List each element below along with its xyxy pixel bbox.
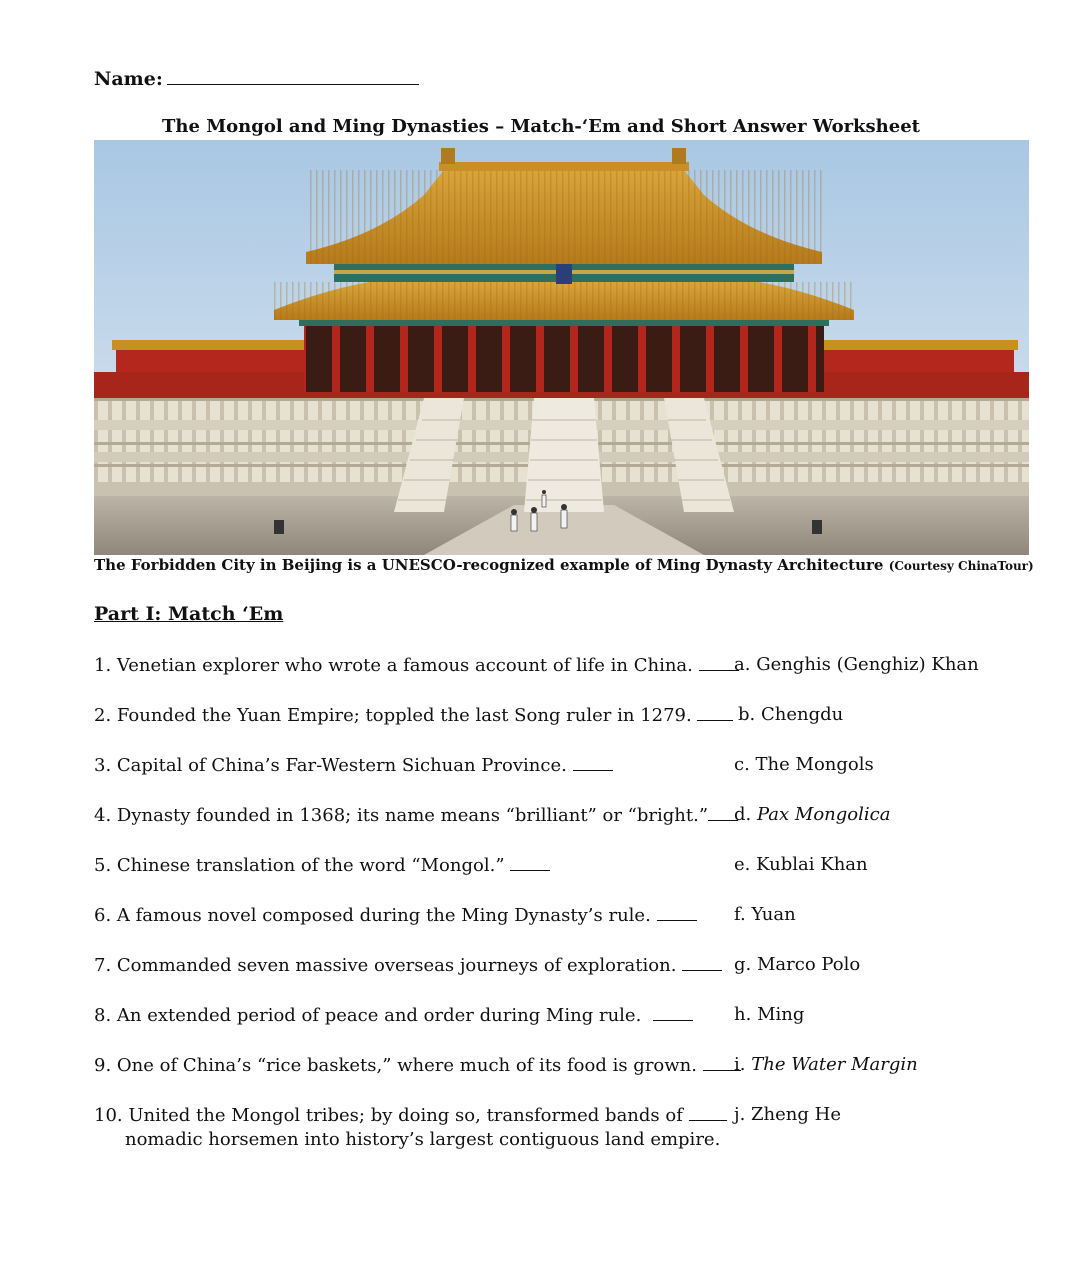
answer-blank-1[interactable] — [699, 654, 739, 671]
option-d-text: Pax Mongolica — [756, 804, 891, 825]
question-10 — [94, 1104, 727, 1126]
answer-blank-7[interactable] — [682, 954, 722, 971]
option-i-letter: i. — [734, 1054, 746, 1075]
option-d — [734, 804, 890, 825]
question-4-text: 4. Dynasty founded in 1368; its name means “brilliant” or “bright.” — [94, 805, 709, 826]
question-2 — [94, 704, 733, 726]
part1-heading: Part I: Match ‘Em — [94, 603, 284, 625]
name-field[interactable] — [94, 66, 419, 90]
option-j-letter: j. — [734, 1104, 746, 1125]
option-c-text: The Mongols — [755, 754, 874, 775]
option-e — [734, 854, 868, 875]
option-e-text: Kublai Khan — [756, 854, 868, 875]
option-h — [734, 1004, 804, 1025]
worksheet-title: The Mongol and Ming Dynasties – Match-‘Em and Short Answer Worksheet — [162, 116, 920, 137]
option-b-text: Chengdu — [760, 704, 844, 725]
question-9-text: 9. One of China’s “rice baskets,” where much of its food is grown. — [94, 1055, 697, 1076]
option-b — [738, 704, 843, 725]
option-c-letter: c. — [734, 754, 750, 775]
question-5 — [94, 854, 550, 876]
question-5-text: 5. Chinese translation of the word “Mongol.” — [94, 855, 505, 876]
caption-text: The Forbidden City in Beijing is a UNESCO-recognized example of Ming Dynasty Architecture — [94, 556, 884, 574]
name-label: Name: — [94, 68, 163, 90]
option-f-text: Yuan — [751, 904, 796, 925]
name-blank-line[interactable] — [167, 66, 419, 85]
question-10-continuation: nomadic horsemen into history’s largest contiguous land empire. — [125, 1129, 721, 1150]
question-10-text: 10. United the Mongol tribes; by doing so, transformed bands of — [94, 1105, 683, 1126]
question-3-text: 3. Capital of China’s Far-Western Sichuan Province. — [94, 755, 567, 776]
option-i — [734, 1054, 918, 1075]
question-8-text: 8. An extended period of peace and order during Ming rule. — [94, 1005, 642, 1026]
answer-blank-5[interactable] — [510, 854, 550, 871]
photo-caption — [94, 556, 1034, 574]
question-1-text: 1. Venetian explorer who wrote a famous account of life in China. — [94, 655, 693, 676]
option-b-letter: b. — [738, 704, 756, 725]
question-1 — [94, 654, 739, 676]
option-h-text: Ming — [757, 1004, 805, 1025]
question-4 — [94, 804, 738, 826]
option-a-text: Genghis (Genghiz) Khan — [756, 654, 979, 675]
option-i-text: The Water Margin — [751, 1054, 918, 1075]
option-e-letter: e. — [734, 854, 751, 875]
question-2-text: 2. Founded the Yuan Empire; toppled the last Song ruler in 1279. — [94, 705, 692, 726]
question-6 — [94, 904, 697, 926]
question-7 — [94, 954, 722, 976]
option-c — [734, 754, 874, 775]
question-9 — [94, 1054, 741, 1076]
caption-credit: (Courtesy ChinaTour) — [888, 559, 1034, 573]
answer-blank-8[interactable] — [653, 1004, 693, 1021]
option-g-text: Marco Polo — [756, 954, 861, 975]
answer-blank-3[interactable] — [573, 754, 613, 771]
answer-blank-6[interactable] — [657, 904, 697, 921]
option-f-letter: f. — [734, 904, 746, 925]
question-7-text: 7. Commanded seven massive overseas journeys of exploration. — [94, 955, 677, 976]
option-g-letter: g. — [734, 954, 752, 975]
option-j-text: Zheng He — [751, 1104, 841, 1125]
answer-blank-2[interactable] — [697, 704, 733, 721]
option-a-letter: a. — [734, 654, 751, 675]
question-3 — [94, 754, 613, 776]
option-j — [734, 1104, 841, 1125]
option-d-letter: d. — [734, 804, 752, 825]
option-a — [734, 654, 979, 675]
option-f — [734, 904, 796, 925]
option-h-letter: h. — [734, 1004, 752, 1025]
forbidden-city-photo — [94, 140, 1029, 555]
answer-blank-10[interactable] — [689, 1104, 727, 1121]
question-8 — [94, 1004, 693, 1026]
question-6-text: 6. A famous novel composed during the Ming Dynasty’s rule. — [94, 905, 651, 926]
option-g — [734, 954, 860, 975]
